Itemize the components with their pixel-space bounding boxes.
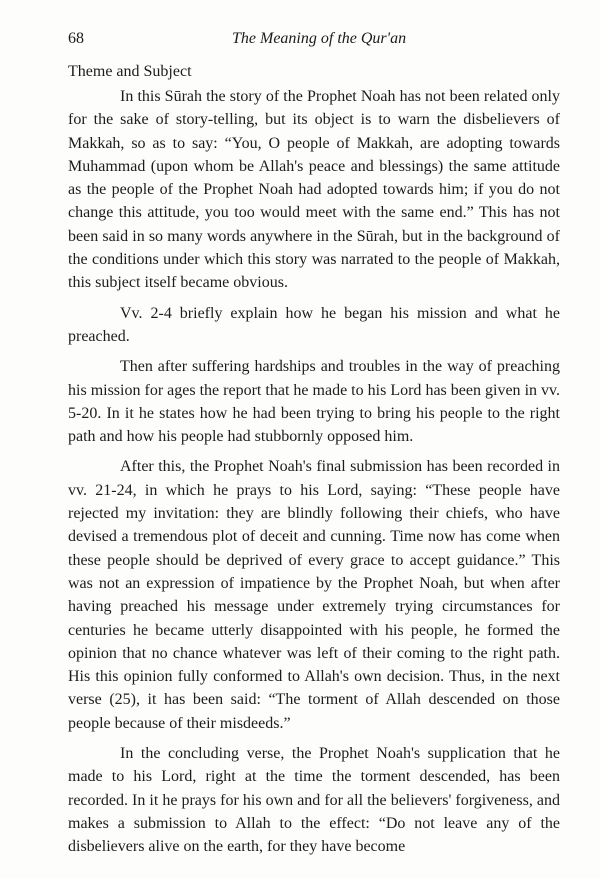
paragraph-theme-intro: In this Sūrah the story of the Prophet Noah has not been related only for the sake of story-telling, but its object is to warn the disbelievers of Makkah, so as to say: “You, O people of Makkah, are adopting towards Muhammad (upon whom be Allah's peace and blessings) the same attitude as the people of the Prophet Noah had adopted towards him; if you do not change this attitude, you too would meet with the same end.” This has not been said in so many words anywhere in the Sūrah, but in the background of the conditions under which this story was narrated to the people of Makkah, this subject itself became obvious.	[68, 88, 560, 292]
page-number: 68	[68, 30, 84, 47]
paragraph-verses-5-20: Then after suffering hardships and troubles in the way of preaching his mission for ages the report that he made to his Lord has been given in vv. 5-20. In it he states how he had been trying to bring his people to the right path and how his people had stubbornly opposed him.	[68, 358, 560, 446]
running-header	[68, 30, 560, 56]
section-heading: Theme and Subject	[68, 63, 192, 80]
paragraph-concluding-verse: In the concluding verse, the Prophet Noah's supplication that he made to his Lord, right at the time the torment descended, has been recorded. In it he prays for his own and for all the believers' forgiveness, and makes a submission to Allah to the effect: “Do not leave any of the disbelievers alive on the earth, for they have become	[68, 745, 560, 856]
paragraph-verses-21-25: After this, the Prophet Noah's final submission has been recorded in vv. 21-24, in which he prays to his Lord, saying: “These people have rejected my invitation: they are blindly following their chiefs, who have devised a tremendous plot of deceit and cunning. Time now has come when these people should be deprived of every grace to accept guidance.” This was not an expression of impatience by the Prophet Noah, but when after having preached his message under extremely trying circumstances for centuries he became utterly disappointed with his people, he formed the opinion that no chance whatever was left of their coming to the right path. His this opinion fully conformed to Allah's own decision. Thus, in the next verse (25), it has been said: “The torment of Allah descended on those people because of their misdeeds.”	[68, 458, 560, 732]
paragraph-verses-2-4: Vv. 2-4 briefly explain how he began his mission and what he preached.	[68, 304, 560, 345]
book-title: The Meaning of the Qur'an	[232, 30, 407, 47]
